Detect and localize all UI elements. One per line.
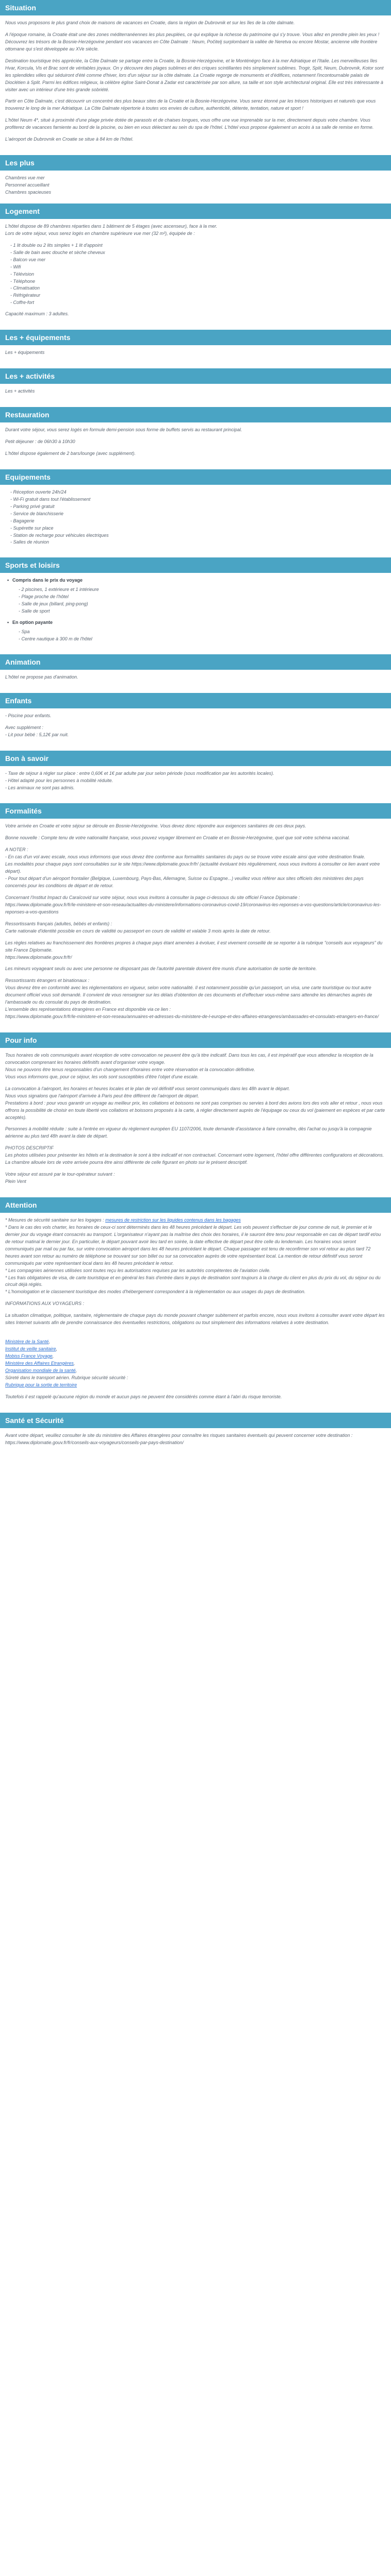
sports-free-list <box>5 586 386 615</box>
animation-body <box>0 674 391 693</box>
pour-info-paragraph: Personnes à mobilité réduite : suite à l'entrée en vigueur du règlement européen EU 1107/2006, toute demande d'assistance à faire connaître, dès l'achat ou jusqu'à la compagnie aérienne au plus tard 48h avant la date de départ. <box>5 1126 372 1139</box>
formalites-paragraph: Les mineurs voyageant seuls ou avec une personne ne disposant pas de l'autorité parentale doivent être munis d'une autorisation de sortie de territoire. <box>5 966 317 972</box>
bon-a-savoir-text: - Hôtel adapté pour les personnes à mobilité réduite. <box>5 777 113 783</box>
formalites-paragraph: Votre arrivée en Croatie et votre séjour se déroule en Bosnie-Herzégovine. Vous devez donc répondre aux exigences sanitaires de ces deux pays. <box>5 823 306 829</box>
sports-body <box>0 577 391 654</box>
section-animation <box>0 654 391 693</box>
liquids-restriction-link[interactable]: mesures de restriction sur les liquides contenus dans les bagages <box>105 1217 241 1223</box>
formalites-paragraph: Ressortissants étrangers et binationaux : Vous devrez être en conformité avec les réglementations en vigueur, selon votre nationalité. Il est notamment possible qu'un passeport, un visa, une carte touristique ou tout autre document officiel vous soit demandé. Il convient de vous renseigner sur les délais d'obtention de ces documents et d'effectuer vous-même sans attendre les démarches auprès de l'ambassade ou du consulat du pays de destination. L'ensemble des représentations étrangères en France est disponible via ce lien : https://www.diplomatie.gouv.fr/fr/le-ministere-et-son-reseau/annuaires-et-adresses-du-ministere-de-l-europe-et-des-affaires-etrangeres/ambassades-et-consulats-etrangers-en-france/ <box>5 978 379 1020</box>
formalites-paragraph: Ressortissants français (adultes, bébés et enfants) : Carte nationale d'identité possible en cours de validité ou passeport en cours de validité et valable 3 mois après la date de retour. <box>5 921 271 934</box>
section-title-formalites: Formalités <box>0 803 391 819</box>
list-item: - Wifi <box>10 264 386 271</box>
attention-paragraph: La situation climatique, politique, sanitaire, réglementaire de chaque pays du monde pouvant changer subitement et parfois encore, nous vous invitons à consulter avant votre départ les sites Internet suivants afin de prendre connaissance des éventuelles restrictions, obligations ou tout simplement des informations relatives à votre destination. <box>5 1313 385 1326</box>
formalites-paragraph: Les règles relatives au franchissement des frontières propres à chaque pays étant amenées à évoluer, il est vivement conseillé de se reporter à la rubrique "conseils aux voyageurs" du site France Diplomatie. https://www.diplomatie.gouv.fr/fr/ <box>5 940 383 960</box>
section-title-animation: Animation <box>0 654 391 670</box>
list-item: - Parking privé gratuit <box>10 503 386 511</box>
restauration-body <box>0 427 391 469</box>
pour-info-paragraph: Votre séjour est assuré par le tour-opérateur suivant : Plein Vent <box>5 1172 115 1184</box>
list-item: - Climatisation <box>10 285 386 292</box>
situation-paragraph: Partir en Côte Dalmate, c'est découvrir un concentré des plus beaux sites de la Croatie et la Bosnie-Herzégovine. Vous serez étonné par les trésors historiques et naturels que vous trouverez le long de la mer Adriatique. La Côte Dalmate répertorie à toutes vos envies de culture, authenticité, détente, tentation, nature et sport ! <box>5 98 376 111</box>
sports-option-heading: • En option payante <box>5 619 386 626</box>
attention-paragraph: Toutefois il est rappelé qu'aucune région du monde et aucun pays ne peuvent être considérés comme étant à l'abri du risque terroriste. <box>5 1394 282 1399</box>
section-activites-plus <box>0 368 391 407</box>
attention-paragraph: * Dans le cas des vols charter, les horaires de ceux-ci sont déterminés dans les 48 heures précédant le départ. Les vols peuvent s'effectuer de jour comme de nuit, le premier et le dernier jour du voyage étant consacrés au transport. L'organisateur n'ayant pas la maîtrise des choix des horaires, il le sauront être tenu pour responsable en cas de départ tardif et/ou de retour matinal le dernier jour. En particulier, le départ pouvant avoir lieu tard en soirée, la date effective de départ peut être celle du lendemain. Les horaires vous seront communiqués par mail ou par fax, sur votre convocation aéroport dans les 48 heures précédant le départ. Chaque passager est tenu de reconfirmer son vol retour au plus tard 72 heures avant son retour au numéro de téléphone se trouvant sur son billet ou sur sa convocation auprès de votre représentant local. La mention de retour définitif vous seront communiqués par votre représentant local dans les 48 heures précédant le retour. * Les compagnies aériennes utilisées sont toutes reçu les autorisations requises par les autorités compétentes de l'aviation civile. * Les frais obligatoires de visa, de carte touristique et en général les frais d'entrée dans le pays de destination sont toujours à la charge du client en plus du prix du vol, du séjour ou du circuit déjà réglés. * L'homologation et le classement touristique des modes d'hébergement correspondent à la réglementation ou aux usages du pays de destination. <box>5 1224 381 1295</box>
attention-links: Ministère de la Santé, Institut de veille sanitaire, Mobiss France Voyage, Ministère des Affaires Etrangères, Organisation mondiale de la santé, Sûreté dans le transport aérien. Rubrique sécurité sécurité : Rubrique pour la sortie de territoire <box>5 1339 128 1387</box>
section-title-equipements-plus: Les + équipements <box>0 330 391 345</box>
section-sante <box>0 1413 391 1459</box>
section-les-plus <box>0 155 391 204</box>
logement-list <box>5 242 386 307</box>
formalites-paragraph: A NOTER : - En cas d'un vol avec escale, nous vous informons que vous devez être conforme aux formalités sanitaires du pays ou se trouve votre escale ainsi que votre destination finale. Les modalités pour chaque pays sont consultables sur le site https://www.diplomatie.gouv.fr/fr/ (actualité évoluant très régulièrement, nous vous invitons à consulter ce lien avant votre départ). - Pour tout départ d'un aéroport frontalier (Belgique, Luxembourg, Pays-Bas, Allemagne, Suisse ou Espagne...) veuillez vous référer aux sites officiels des ministères des pays concernés pour les conditions de départ et de retour. <box>5 847 380 888</box>
pour-info-paragraph: Tous horaires de vols communiqués avant réception de votre convocation ne peuvent être qu'à titre indicatif. Dans tous les cas, il est impératif que vous attendiez la réception de la convocation comprenant les horaires définitifs avant d'organiser votre voyage. Nous ne pouvons être tenus responsables d'un changement d'horaires entre votre réservation et la convocation définitive. Vous vous informons que, pour ce séjour, les vols sont susceptibles d'être l'objet d'une escale. <box>5 1053 373 1079</box>
les-plus-item: Chambres vue mer <box>5 175 45 181</box>
section-equipements-plus <box>0 330 391 368</box>
list-item: - Plage proche de l'hôtel <box>19 594 386 601</box>
section-title-situation: Situation <box>0 0 391 15</box>
list-item: - Service de blanchisserie <box>10 511 386 518</box>
sports-free-heading: • Compris dans le prix du voyage <box>5 577 386 584</box>
section-enfants <box>0 693 391 751</box>
veille-sanitaire-link[interactable]: Institut de veille sanitaire <box>5 1346 56 1351</box>
list-item: - Supérette sur place <box>10 525 386 532</box>
attention-text: Sûreté dans le transport aérien. Rubrique sécurité sécurité : <box>5 1375 128 1380</box>
restauration-text: Durant votre séjour, vous serez logés en formule demi-pension sous forme de buffets servis au restaurant principal. <box>5 427 242 433</box>
list-item: - Téléphone <box>10 278 386 285</box>
logement-intro: L'hôtel dispose de 89 chambres réparties dans 1 bâtiment de 5 étages (avec ascenseur), face à la mer. <box>5 223 218 229</box>
situation-paragraph: L'aéroport de Dubrovnik en Croatie se situe à 84 km de l'hôtel. <box>5 137 134 142</box>
formalites-paragraph: Concernant l'Institut Impact du Caraïcovid sur votre séjour, nous vous invitons à consulter la page ci-dessous du site officiel France Diplomatie : https://www.diplomatie.gouv.fr/fr/le-ministere-et-son-reseau/actualites-du-ministere/informations-coronavirus-covid-19/coronavirus-les-reponses-a-vos-questions/article/coronavirus-les-reponses-a-vos-questions <box>5 894 381 914</box>
section-title-enfants: Enfants <box>0 693 391 708</box>
section-sports <box>0 557 391 654</box>
pour-info-body <box>0 1052 391 1197</box>
list-item: - Réception ouverte 24h/24 <box>10 489 386 496</box>
section-formalites <box>0 803 391 1032</box>
section-title-sante: Santé et Sécurité <box>0 1413 391 1428</box>
equipements-plus-text: Les + équipements <box>5 350 45 355</box>
logement-capacity: Capacité maximum : 3 adultes. <box>5 311 69 317</box>
list-item: - Balcon vue mer <box>10 257 386 264</box>
bon-a-savoir-text: - Les animaux ne sont pas admis. <box>5 785 75 790</box>
bon-a-savoir-text: - Taxe de séjour à régler sur place : entre 0,60€ et 1€ par adulte par jour selon période (sous modification par les autorités locales). <box>5 770 274 776</box>
attention-paragraph: INFORMATIONS AUX VOYAGEURS : <box>5 1301 85 1307</box>
equipements-body <box>0 489 391 558</box>
list-item: - 2 piscines, 1 extérieure et 1 intérieure <box>19 586 386 594</box>
list-item: - Bagagerie <box>10 518 386 525</box>
section-bon-a-savoir <box>0 751 391 804</box>
section-title-pour-info: Pour info <box>0 1032 391 1048</box>
section-logement <box>0 204 391 330</box>
list-item: - Salle de jeux (billard, ping-pong) <box>19 601 386 608</box>
list-item: - Salle de sport <box>19 608 386 615</box>
section-equipements <box>0 469 391 558</box>
animation-text: L'hôtel ne propose pas d'animation. <box>5 674 78 680</box>
section-attention <box>0 1197 391 1413</box>
sports-option-list <box>5 629 386 643</box>
enfants-text: - Lit pour bébé : 5,12€ par nuit. <box>5 732 69 737</box>
list-item: - Salles de réunion <box>10 539 386 546</box>
les-plus-item: Chambres spacieuses <box>5 190 52 195</box>
section-title-attention: Attention <box>0 1197 391 1213</box>
formalites-paragraph: Bonne nouvelle : Compte tenu de votre nationalité française, vous pouvez voyager librement en Croatie et en Bosnie-Herzégovine, quel que soit votre schéma vaccinal. <box>5 835 350 841</box>
bon-a-savoir-body <box>0 770 391 804</box>
situation-paragraph: A l'époque romaine, la Croatie était une des zones méditerranéennes les plus peuplées, ce qui explique la richesse du patrimoine qui s'y trouve. Vous allez en prendre plein les yeux ! Découvrez les trésors de la Bosnie-Herzégovine pendant vos vacances en Côte Dalmate : Neum, Počitelj surplombant la vallée de Neretva ou encore Mostar, ancienne ville frontière ottomane qui s'est développée au XVe siècle. <box>5 31 380 52</box>
logement-body <box>0 223 391 330</box>
section-restauration <box>0 407 391 469</box>
section-title-logement: Logement <box>0 204 391 219</box>
list-item: - Télévision <box>10 271 386 278</box>
attention-paragraph <box>5 1217 386 1224</box>
list-item: - Réfrigérateur <box>10 292 386 299</box>
section-title-bon-a-savoir: Bon à savoir <box>0 751 391 766</box>
activites-plus-body <box>0 388 391 407</box>
logement-intro-2: Lors de votre séjour, vous serez logés en chambre supérieure vue mer (32 m²), équipée de : <box>5 230 195 236</box>
list-item: - Salle de bain avec douche et sèche cheveux <box>10 249 386 257</box>
oms-link[interactable]: Organisation mondiale de la santé <box>5 1367 76 1373</box>
sante-body <box>0 1432 391 1459</box>
les-plus-body <box>0 175 391 204</box>
attention-body <box>0 1217 391 1413</box>
les-plus-item: Personnel accueillant <box>5 182 50 188</box>
pour-info-paragraph: PHOTOS DESCRIPTIF Les photos utilisées pour présenter les hôtels et la destination le sont à titre indicatif et non contractuel. Concernant votre logement, l'hôtel offre différentes configurations et décorations. La chambre allouée lors de votre arrivée pourra être ainsi différente de celle figurant en photo sur le présent descriptif. <box>5 1145 384 1165</box>
list-item: - Station de recharge pour véhicules électriques <box>10 532 386 539</box>
equipements-list <box>5 489 386 547</box>
section-title-restauration: Restauration <box>0 407 391 422</box>
enfants-text: - Piscine pour enfants. <box>5 713 52 718</box>
list-item: - 1 lit double ou 2 lits simples + 1 lit d'appoint <box>10 242 386 249</box>
list-item: - Spa <box>19 629 386 636</box>
equipements-plus-body <box>0 349 391 368</box>
formalites-body <box>0 823 391 1032</box>
sante-text: Avant votre départ, veuillez consulter le site du ministère des Affaires étrangères pour connaître les risques sanitaires éventuels qui peuvent concerner votre destination : https://www.diplomatie.gouv.fr/fr/conseils-aux-voyageurs/conseils-par-pays-destination/ <box>5 1432 353 1445</box>
affaires-etrangeres-link[interactable]: Ministère des Affaires Etrangères <box>5 1360 74 1366</box>
attention-text: * Mesures de sécurité sanitaire sur les logages : <box>5 1217 106 1223</box>
section-title-sports: Sports et loisirs <box>0 557 391 573</box>
activites-plus-text: Les + activités <box>5 388 35 394</box>
mobiss-link[interactable]: Mobiss France Voyage <box>5 1353 53 1359</box>
restauration-text: Petit déjeuner : de 06h30 à 10h30 <box>5 439 75 444</box>
situation-paragraph: Destination touristique très appréciée, la Côte Dalmate se partage entre la Croatie, la Bosnie-Herzégovine, et le Monténégro face à la mer Adriatique et l'Italie. Les merveilleuses îles Hvar, Korcula, Vis et Brac sont de véritables joyaux. On y découvre des plages sublimes et des criques scintillantes très simplement sublimes. Trogir, Split, Neum, Dubrovnik, Kotor sont les splendides villes qui séduiront d'été comme d'hiver, lors d'un séjour sur la côte dalmate. La Croatie regorge de monuments et d'édifices, notamment l'incontournable palais de Dioclétien à Split. Parmi les édifices religieux, la célèbre église Saint-Donat à Zadar est caractérisée par son allure, sa taille et son style architectural original. Elle est très intéressante à visiter avec un intérieur d'une très grande sobriété. <box>5 58 384 92</box>
list-item: - Coffre-fort <box>10 299 386 307</box>
situation-paragraph: Nous vous proposons le plus grand choix de maisons de vacances en Croatie, dans la région de Dubrovnik et sur les îles de la côte dalmate. <box>5 20 295 25</box>
restauration-text: L'hôtel dispose également de 2 bars/lounge (avec supplément). <box>5 450 136 456</box>
section-title-activites-plus: Les + activités <box>0 368 391 384</box>
situation-paragraph: L'hôtel Neum 4*, situé à proximité d'une plage privée dotée de parasols et de chaises longues, vous offre une vue imprenable sur la mer, directement depuis votre chambre. Vous profiterez de vacances farniente au bord de la piscine, ou bien en vous délectant au sein du spa de l'hôtel. L'hôtel vous propose également un accès à sa salle de remise en forme. <box>5 117 374 130</box>
pour-info-paragraph: La convocation à l'aéroport, les horaires et heures locales et le plan de vol définitif vous seront communiqués dans les 48h avant le départ. Nous vous signalons que l'aéroport d'arrivée à Paris peut être différent de l'aéroport de départ. Prestations à bord : pour vous garantir un voyage au meilleur prix, les collations et boissons ne sont pas comprises ou servies à bord des avions lors des vols aller et retour , nous vous offrons la possibilité de choisir en toute liberté vos collations et boissons proposés à la carte, à régler directement auprès de l'équipage ou ceux du vol (paiement en espèces et par carte acceptés). <box>5 1086 385 1120</box>
sortie-territoire-link[interactable]: Rubrique pour la sortie de territoire <box>5 1382 77 1387</box>
situation-body <box>0 20 391 155</box>
sante-ministry-link[interactable]: Ministère de la Santé <box>5 1339 49 1345</box>
section-situation <box>0 0 391 155</box>
list-item: - Wi-Fi gratuit dans tout l'établissement <box>10 496 386 503</box>
list-item: - Centre nautique à 300 m de l'hôtel <box>19 636 386 643</box>
enfants-body <box>0 713 391 751</box>
enfants-text: Avec supplément : <box>5 724 43 730</box>
section-title-equipements: Equipements <box>0 469 391 485</box>
section-pour-info <box>0 1032 391 1197</box>
section-title-les-plus: Les plus <box>0 155 391 171</box>
